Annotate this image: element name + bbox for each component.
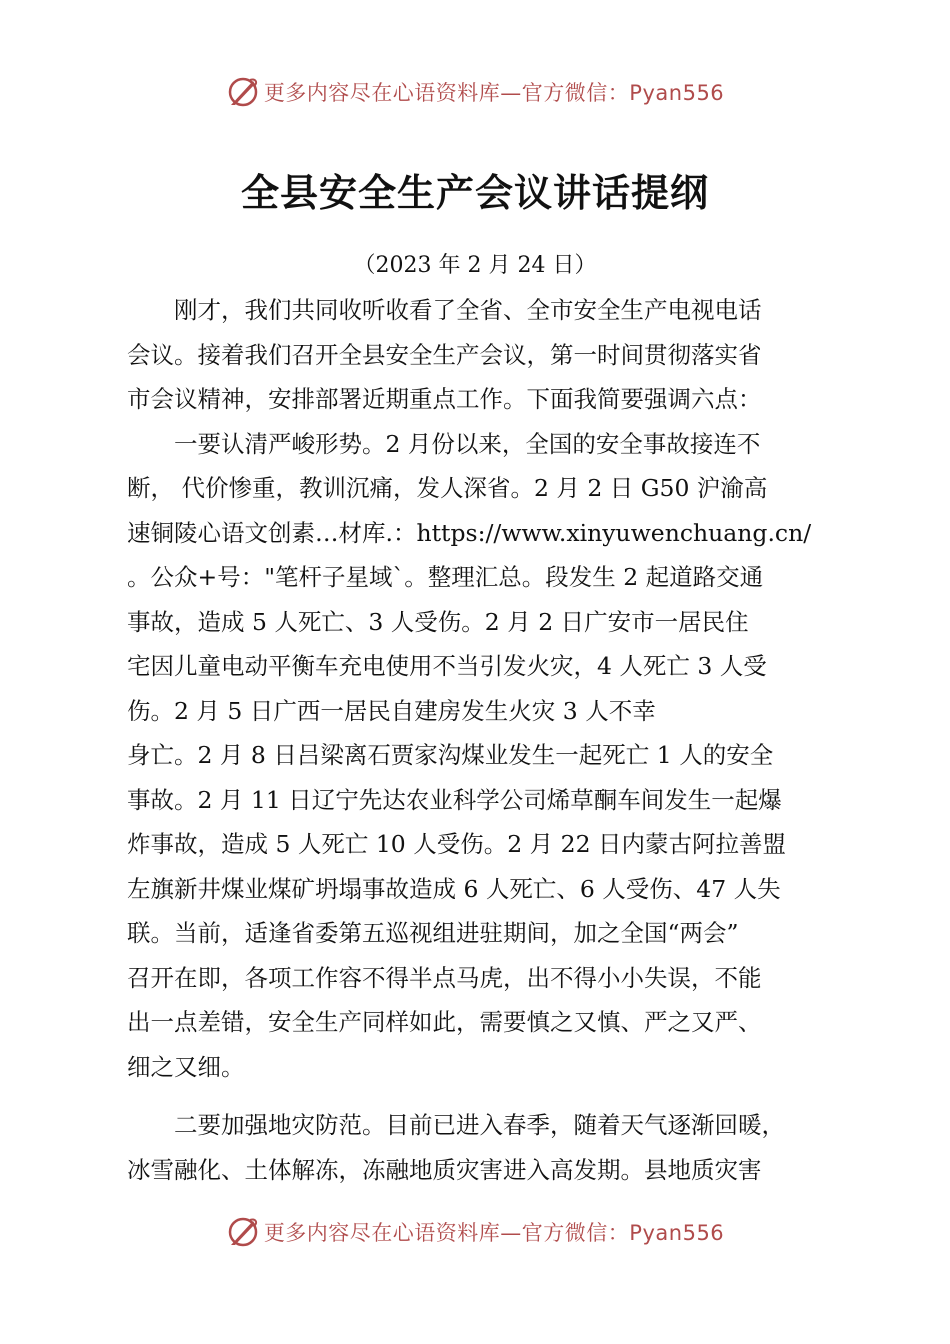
text-line: 二要加强地灾防范。目前已进入春季，随着天气逐渐回暖， bbox=[127, 1111, 785, 1139]
paragraph-spacer bbox=[127, 1089, 827, 1103]
text-line: 联。当前，适逢省委第五巡视组进驻期间，加之全国“两会” bbox=[127, 919, 739, 947]
text-line: 细之又细。 bbox=[127, 1052, 245, 1081]
document-title: 全县安全生产会议讲话提纲 bbox=[240, 170, 709, 215]
text-line: 事故，造成 5 人死亡、3 人受伤。2 月 2 日广安市一居民住 bbox=[127, 607, 749, 636]
text-line: 。公众+号："笔杆子星域`。整理汇总。段发生 2 起道路交通 bbox=[127, 563, 764, 591]
paragraph bbox=[127, 1103, 827, 1192]
text-line: 出一点差错，安全生产同样如此，需要慎之又慎、严之又严、 bbox=[127, 1008, 762, 1036]
quill-pen-logo-icon bbox=[226, 1215, 260, 1249]
paragraph bbox=[127, 422, 827, 1090]
text-line: 速铜陵心语文创素…材库.：https://www.xinyuwenchuang.cn/ bbox=[127, 518, 812, 547]
text-line: 召开在即，各项工作容不得半点马虎，出不得小小失误，不能 bbox=[127, 963, 762, 992]
text-line: 会议。接着我们召开全县安全生产会议，第一时间贯彻落实省 bbox=[127, 340, 762, 369]
text-line: 身亡。2 月 8 日吕梁离石贾家沟煤业发生一起死亡 1 人的安全 bbox=[127, 741, 774, 769]
footer-watermark bbox=[0, 1210, 950, 1254]
text-line: 左旗新井煤业煤矿坍塌事故造成 6 人死亡、6 人受伤、47 人失 bbox=[127, 874, 781, 903]
quill-pen-logo-icon bbox=[226, 75, 260, 109]
paragraph bbox=[127, 288, 827, 422]
text-line: 炸事故，造成 5 人死亡 10 人受伤。2 月 22 日内蒙古阿拉善盟 bbox=[127, 830, 786, 858]
text-line: 一要认清严峻形势。2 月份以来，全国的安全事故接连不 bbox=[127, 429, 761, 458]
document-body bbox=[127, 288, 827, 1192]
text-line: 冰雪融化、土体解冻，冻融地质灾害进入高发期。县地质灾害 bbox=[127, 1155, 762, 1184]
document-date: （2023 年 2 月 24 日） bbox=[353, 253, 597, 278]
text-line: 事故。2 月 11 日辽宁先达农业科学公司烯草酮车间发生一起爆 bbox=[127, 785, 782, 814]
watermark-text: 更多内容尽在心语资料库—官方微信：Pyan556 bbox=[263, 81, 725, 105]
text-line: 宅因儿童电动平衡车充电使用不当引发火灾，4 人死亡 3 人受 bbox=[127, 652, 767, 680]
text-line: 伤。2 月 5 日广西一居民自建房发生火灾 3 人不幸 bbox=[127, 696, 656, 725]
watermark-text: 更多内容尽在心语资料库—官方微信：Pyan556 bbox=[263, 1221, 725, 1245]
text-line: 市会议精神，安排部署近期重点工作。下面我简要强调六点： bbox=[127, 385, 762, 413]
text-line: 断， 代价惨重，教训沉痛，发人深省。2 月 2 日 G50 沪渝高 bbox=[127, 474, 768, 502]
text-line: 刚才，我们共同收听收看了全省、全市安全生产电视电话 bbox=[127, 296, 762, 324]
header-watermark bbox=[0, 70, 950, 114]
